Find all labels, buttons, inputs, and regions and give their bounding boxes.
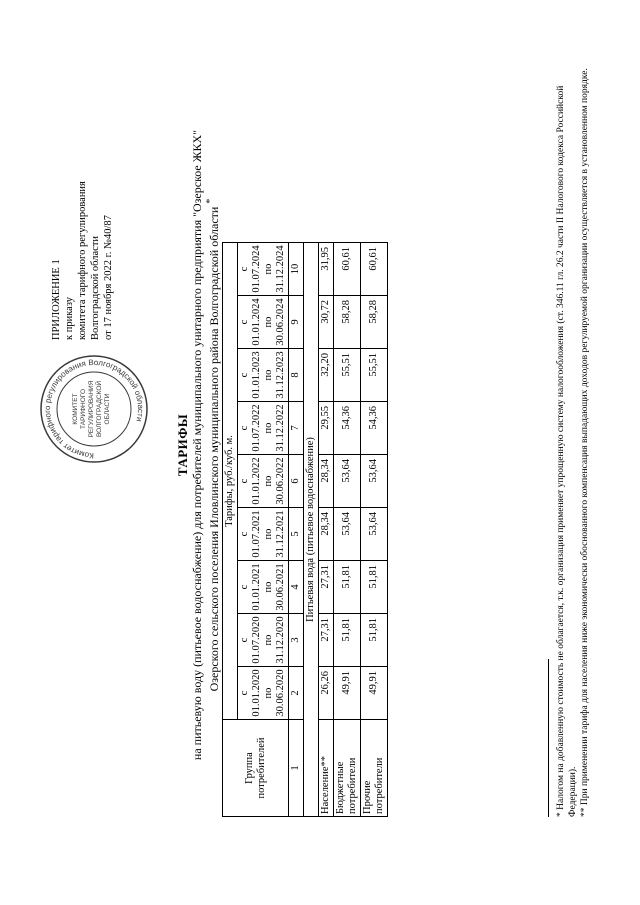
tariff-value-cell: 54,36 <box>361 402 388 455</box>
tariff-value-cell: 27,31 <box>319 614 334 667</box>
title-subtitle: на питьевую воду (питьевое водоснабжение) для потребителей муниципального унитарного предприятия "Озерское ЖКХ" <box>190 129 204 761</box>
stamp-center-text: КОМИТЕТ ТАРИФНОГО РЕГУЛИРОВАНИЯ ВОЛГОГРАДСКОЙ ОБЛАСТИ <box>72 380 111 438</box>
appendix-heading: ПРИЛОЖЕНИЕ 1 <box>51 259 62 340</box>
tariff-value-cell: 60,61 <box>334 243 361 296</box>
column-number: 5 <box>289 508 304 561</box>
tariff-value-cell: 55,51 <box>334 349 361 402</box>
column-number: 8 <box>289 349 304 402</box>
footnote-2: ** При применении тарифа для населения ниже экономически обоснованного компенсация выпадающих доходов регулируемой организации осуществляется в установленном порядке. <box>580 68 590 817</box>
table-row <box>361 243 388 817</box>
period-header: с 01.01.2023 по 31.12.2023 <box>238 349 289 402</box>
appendix-line-3: Волгоградской области <box>90 235 101 340</box>
footnote-1: * Налогом на добавленную стоимость не облагается, т.к. организация применяет упрощенную систему налогообложения (ст. 346.11 гл. 26.2 части II Налогового кодекса Российской Федерации). <box>556 85 578 817</box>
period-header: с 01.07.2022 по 31.12.2022 <box>238 402 289 455</box>
table-row <box>319 243 334 817</box>
tariff-value-cell: 49,91 <box>334 667 361 720</box>
consumer-group-cell: Прочие потребители <box>361 720 388 817</box>
title-subtitle-2 <box>204 65 221 825</box>
stamp-ring-text: Комитет тарифного регулирования Волгоградской области <box>42 357 146 461</box>
period-header: с 01.01.2024 по 30.06.2024 <box>238 296 289 349</box>
column-number: 3 <box>289 614 304 667</box>
column-number: 6 <box>289 455 304 508</box>
table-row <box>334 243 361 817</box>
period-header: с 01.01.2022 по 30.06.2022 <box>238 455 289 508</box>
tariff-value-cell: 32,20 <box>319 349 334 402</box>
column-number: 10 <box>289 243 304 296</box>
title-footnote-mark: * <box>205 198 216 204</box>
consumer-group-cell: Бюджетные потребители <box>334 720 361 817</box>
tariff-value-cell: 58,28 <box>361 296 388 349</box>
tariff-value-cell: 28,34 <box>319 455 334 508</box>
tariff-value-cell: 55,51 <box>361 349 388 402</box>
official-stamp <box>38 353 150 465</box>
tariff-table <box>222 242 388 817</box>
tariff-value-cell: 53,64 <box>334 508 361 561</box>
tariff-value-cell: 51,81 <box>361 561 388 614</box>
tariff-header: Тарифы, руб./куб. м. <box>223 243 238 720</box>
period-header: с 01.07.2021 по 31.12.2021 <box>238 508 289 561</box>
document-title <box>176 65 221 825</box>
period-header: с 01.01.2020 по 30.06.2020 <box>238 667 289 720</box>
title-line-3: Озерского сельского поселения Иловлинского муниципального района Волгоградской области <box>207 206 221 692</box>
tariff-value-cell: 49,91 <box>361 667 388 720</box>
footnote-divider <box>548 659 549 817</box>
section-header: Питьевая вода (питьевое водоснабжение) <box>304 243 319 817</box>
appendix-line-2: комитета тарифного регулирования <box>77 181 88 340</box>
tariff-value-cell: 60,61 <box>361 243 388 296</box>
tariff-value-cell: 29,55 <box>319 402 334 455</box>
column-number: 9 <box>289 296 304 349</box>
title-main: ТАРИФЫ <box>175 413 190 477</box>
appendix-line-4: от 17 ноября 2022 г. №40/87 <box>103 215 114 340</box>
tariff-value-cell: 53,64 <box>334 455 361 508</box>
tariff-value-cell: 58,28 <box>334 296 361 349</box>
appendix-block <box>50 100 115 340</box>
column-number: 4 <box>289 561 304 614</box>
tariff-value-cell: 26,26 <box>319 667 334 720</box>
tariff-value-cell: 51,81 <box>334 614 361 667</box>
footnotes <box>555 57 591 817</box>
tariff-value-cell: 51,81 <box>334 561 361 614</box>
tariff-value-cell: 54,36 <box>334 402 361 455</box>
tariff-value-cell: 51,81 <box>361 614 388 667</box>
column-number: 7 <box>289 402 304 455</box>
period-header: с 01.01.2021 по 30.06.2021 <box>238 561 289 614</box>
tariff-value-cell: 30,72 <box>319 296 334 349</box>
tariff-value-cell: 53,64 <box>361 508 388 561</box>
consumer-group-cell: Население** <box>319 720 334 817</box>
tariff-value-cell: 31,95 <box>319 243 334 296</box>
column-number: 2 <box>289 667 304 720</box>
column-number: 1 <box>289 720 304 817</box>
tariff-value-cell: 53,64 <box>361 455 388 508</box>
appendix-line-1: к приказу <box>64 297 75 340</box>
period-header: с 01.07.2024 по 31.12.2024 <box>238 243 289 296</box>
group-header: Группа потребителей <box>223 720 289 817</box>
period-header: с 01.07.2020 по 31.12.2020 <box>238 614 289 667</box>
tariff-value-cell: 28,34 <box>319 508 334 561</box>
tariff-value-cell: 27,31 <box>319 561 334 614</box>
